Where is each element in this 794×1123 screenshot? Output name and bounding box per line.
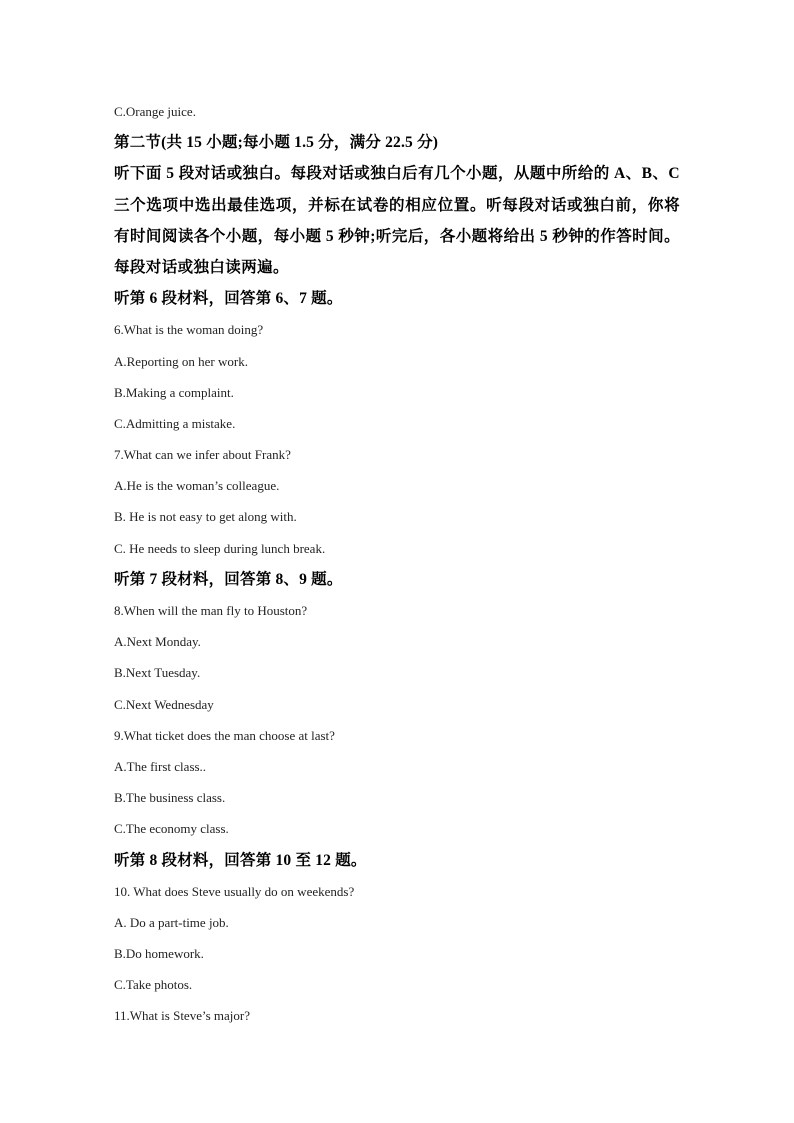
question-8: 8.When will the man fly to Houston? [114, 603, 308, 618]
material-8-heading: 听第 8 段材料，回答第 10 至 12 题。 [114, 851, 367, 869]
question-6: 6.What is the woman doing? [114, 322, 264, 338]
question-10-option-b: B.Do homework. [114, 946, 204, 962]
instructions-line: 三个选项中选出最佳选项，并标在试卷的相应位置。听每段对话或独白前，你将 [114, 196, 680, 214]
material-6-heading: 听第 6 段材料，回答第 6、7 题。 [114, 290, 343, 308]
instructions-line: 每段对话或独白读两遍。 [114, 258, 289, 276]
exam-page [114, 96, 680, 1032]
question-6-option-a: A.Reporting on her work. [114, 353, 248, 369]
option-c-orange-juice: C.Orange juice. [114, 104, 196, 119]
question-8-option-b: B.Next Tuesday. [114, 665, 201, 681]
question-7-option-c: C. He needs to sleep during lunch break. [114, 540, 326, 556]
question-10: 10. What does Steve usually do on weekends? [114, 883, 355, 899]
question-10-option-a: A. Do a part-time job. [114, 914, 229, 930]
question-9: 9.What ticket does the man choose at last? [114, 727, 335, 743]
question-7: 7.What can we infer about Frank? [114, 447, 291, 463]
question-7-option-a: A.He is the woman’s colleague. [114, 478, 280, 494]
instructions-line: 有时间阅读各个小题，每小题 5 秒钟;听完后，各小题将给出 5 秒钟的作答时间。 [114, 227, 680, 245]
instructions-line: 听下面 5 段对话或独白。每段对话或独白后有几个小题，从题中所给的 A、B、C [114, 165, 680, 183]
instructions-paragraph [114, 158, 680, 283]
question-6-option-c: C.Admitting a mistake. [114, 415, 236, 431]
question-9-option-a: A.The first class.. [114, 758, 207, 774]
question-6-option-b: B.Making a complaint. [114, 384, 234, 400]
question-10-option-c: C.Take photos. [114, 977, 193, 993]
question-7-option-b: B. He is not easy to get along with. [114, 509, 297, 525]
material-7-heading: 听第 7 段材料，回答第 8、9 题。 [114, 570, 343, 588]
question-9-option-b: B.The business class. [114, 790, 226, 806]
section-two-heading: 第二节(共 15 小题;每小题 1.5 分，满分 22.5 分) [114, 134, 439, 152]
question-9-option-c: C.The economy class. [114, 821, 229, 837]
question-8-option-c: C.Next Wednesday [114, 696, 214, 712]
question-11: 11.What is Steve’s major? [114, 1008, 250, 1024]
question-8-option-a: A.Next Monday. [114, 634, 201, 650]
